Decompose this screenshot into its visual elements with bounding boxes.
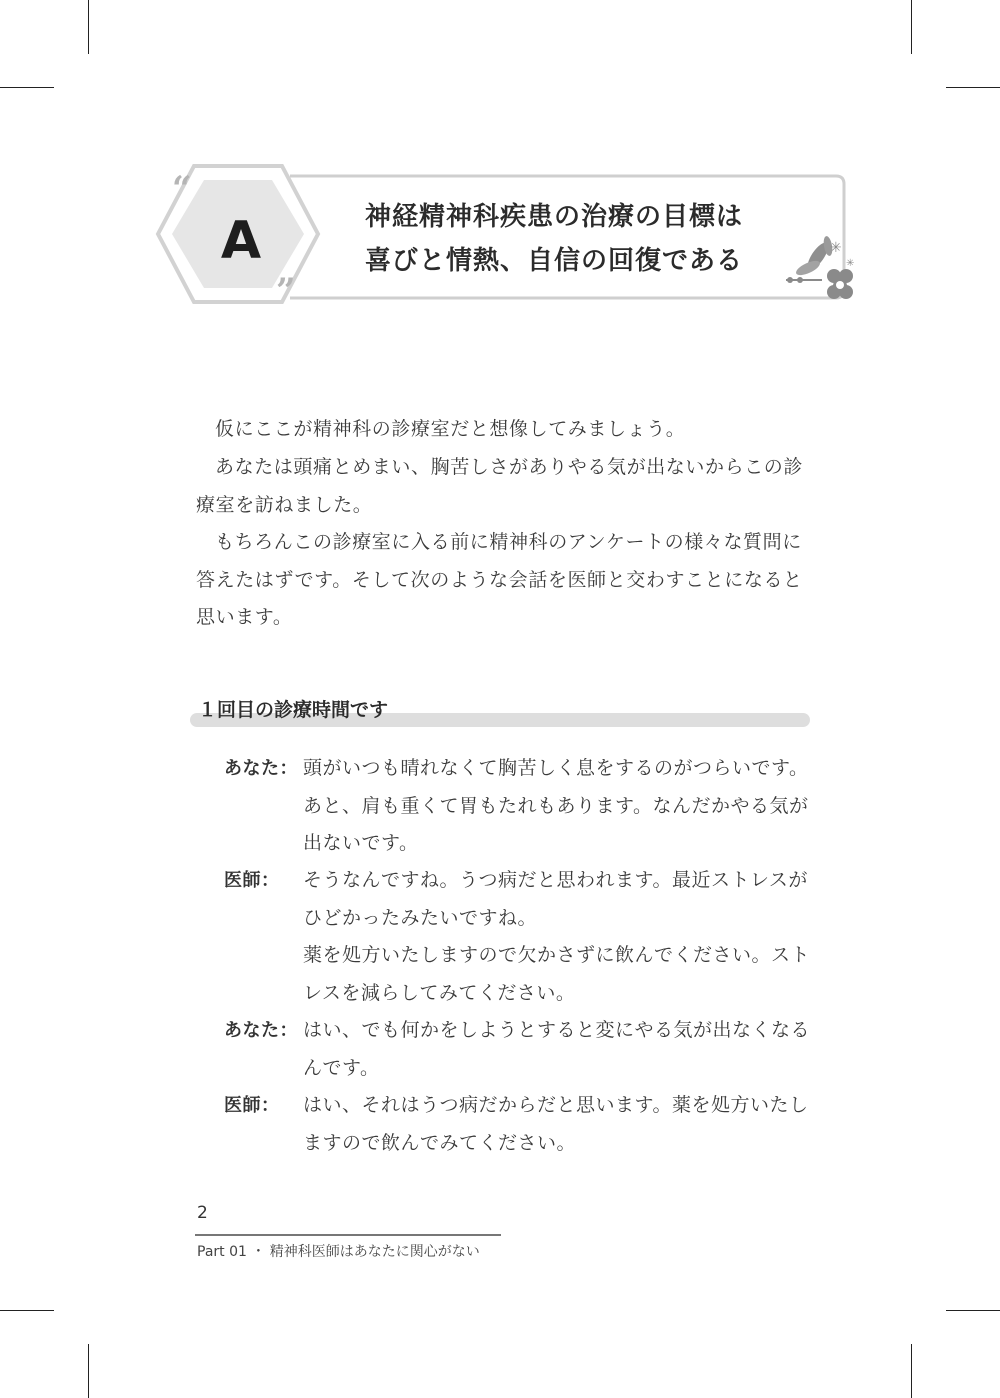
crop-mark — [0, 1310, 54, 1311]
open-quote-icon: “ — [172, 169, 192, 209]
dialogue-speaker: あなた： — [224, 1020, 298, 1041]
running-title: Part 01 ・ 精神科医師はあなたに関心がない — [197, 1244, 480, 1260]
crop-mark — [946, 1310, 1000, 1311]
dialogue-speaker: あなた： — [224, 758, 298, 779]
dialogue-entry — [224, 937, 814, 1012]
dialogue-text: 薬を処方いたしますので欠かさずに飲んでください。ストレスを減らしてみてください。 — [303, 944, 811, 1004]
chapter-title-line-2: 喜びと情熱、自信の回復である — [365, 246, 744, 276]
page-number: 2 — [197, 1203, 208, 1223]
dialogue-entry — [224, 750, 814, 863]
title-decoration — [0, 0, 1000, 330]
footer-divider — [195, 1234, 501, 1236]
dialogue-entry — [224, 1087, 814, 1162]
dialogue-text: はい、それはうつ病だからだと思います。薬を処方いたしますので飲んでみてください。 — [303, 1094, 809, 1154]
chapter-title-line-1: 神経精神科疾患の治療の目標は — [365, 202, 744, 232]
close-quote-icon: ” — [276, 271, 296, 311]
crop-mark — [88, 1344, 89, 1398]
svg-text:✳: ✳ — [846, 258, 855, 269]
dialogue-text: 頭がいつも晴れなくて胸苦しく息をするのがつらいです。あと、肩も重くて胃もたれもあります。なんだかやる気が出ないです。 — [303, 757, 809, 854]
dialogue-speaker: 医師： — [224, 1095, 280, 1116]
intro-paragraph: もちろんこの診療室に入る前に精神科のアンケートの様々な質問に答えたはずです。そして次のような会話を医師と交わすことになると思います。 — [196, 531, 803, 628]
crop-mark — [911, 1344, 912, 1398]
intro-paragraph: あなたは頭痛とめまい、胸苦しさがありやる気が出ないからこの診療室を訪ねました。 — [196, 456, 804, 516]
section-heading — [190, 696, 810, 730]
svg-text:✳: ✳ — [830, 240, 842, 256]
chapter-letter: A — [220, 211, 262, 271]
dialogue-entry — [224, 862, 814, 937]
section-heading-text: １回目の診療時間です — [198, 699, 389, 721]
dialogue-text: そうなんですね。うつ病だと思われます。最近ストレスがひどかったみたいですね。 — [303, 869, 808, 929]
intro-paragraph: 仮にここが精神科の診療室だと想像してみましょう。 — [215, 418, 686, 440]
dialogue-entry — [224, 1012, 814, 1087]
chapter-title-block — [0, 0, 1000, 330]
dialogue-speaker: 医師： — [224, 870, 280, 891]
dialogue-text: はい、でも何かをしようとすると変にやる気が出なくなるんです。 — [303, 1019, 811, 1079]
